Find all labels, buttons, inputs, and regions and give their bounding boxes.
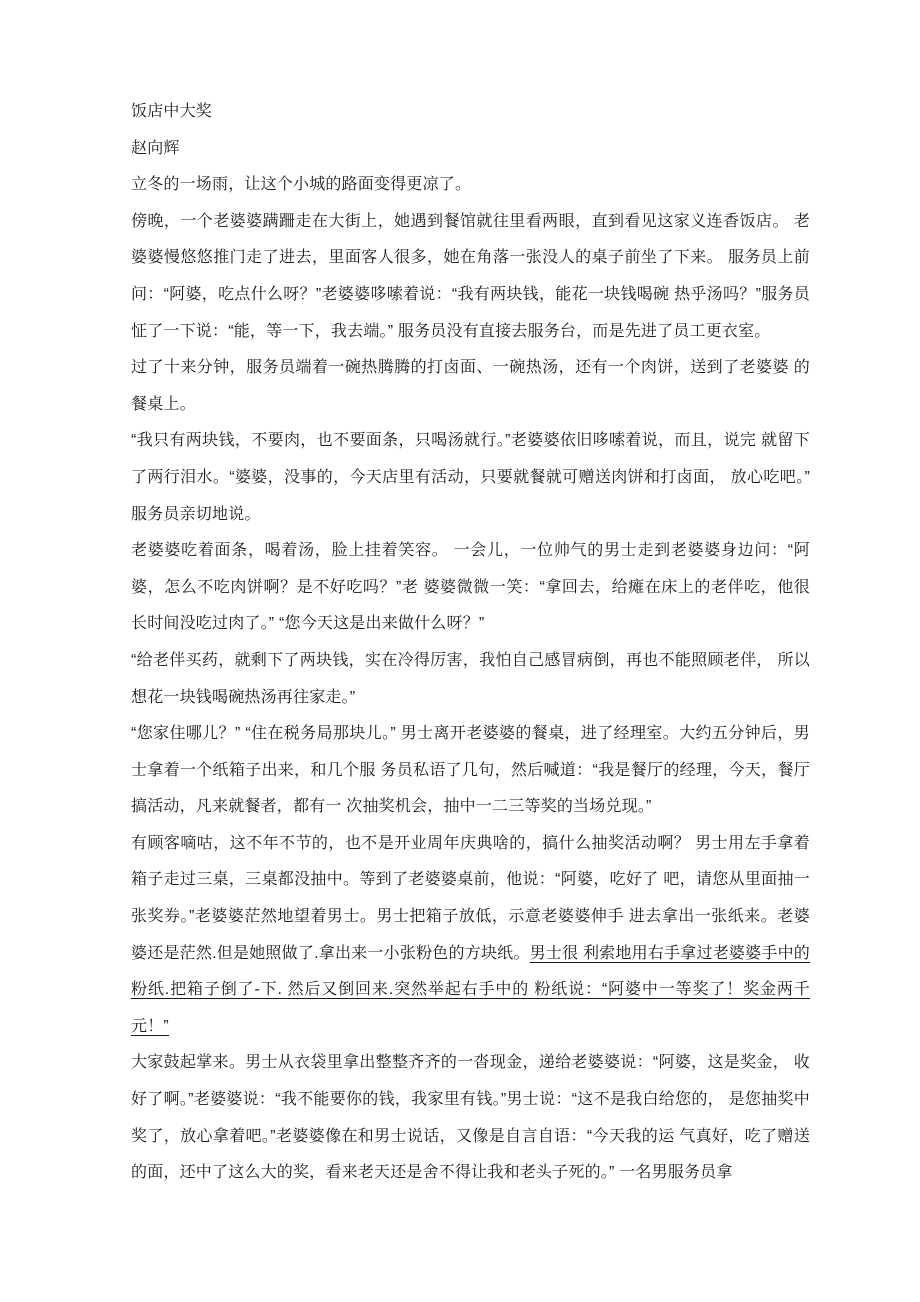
paragraph-text: 有顾客嘀咕，这不年不节的，也不是开业周年庆典啥的，搞什么抽奖活动啊？ 男士用左手拿着箱子走过三桌，三桌都没抽中。等到了老婆婆桌前，他说：“阿婆，吃好了 吧，请您从里面抽一张奖券。”老婆婆茫然地望着男士。男士把箱子放低，示意老婆婆伸手 进去拿出一张纸来。老婆婆还是茫然.但是她照做了.拿出来一小张粉色的方块纸。 [131, 834, 810, 962]
paragraph-text: “您家住哪儿？” “住在税务局那块儿。” 男士离开老婆婆的餐桌，进了经理室。大约五分钟后，男士拿着一个纸箱子出来，和几个服 务员私语了几句，然后喊道：“我是餐厅的经理，今天，餐厅搞活动，凡来就餐者，都有一 次抽奖机会，抽中一二三等奖的当场兑现。” [131, 725, 810, 816]
paragraph [131, 643, 810, 716]
paragraph [131, 167, 810, 204]
paragraph-text: 立冬的一场雨，让这个小城的路面变得更凉了。 [131, 176, 472, 194]
paragraph-text: 大家鼓起掌来。男士从衣袋里拿出整整齐齐的一沓现金，递给老婆婆说：“阿婆，这是奖金， 收好了啊。”老婆婆说：“我不能要你的钱，我家里有钱。”男士说：“这不是我白给您的， 是您抽奖中奖了，放心拿着吧。”老婆婆像在和男士说话，又像是自言自语：“今天我的运 气真好，吃了赠送的面，还中了这么大的奖，看来老天还是舍不得让我和老头子死的。” 一名男服务员拿 [131, 1054, 810, 1182]
story-author: 赵向辉 [131, 139, 180, 157]
story-title: 饭店中大奖 [131, 103, 213, 120]
paragraph-text: 傍晚，一个老婆婆蹒跚走在大街上，她遇到餐馆就往里看两眼，直到看见这家义连香饭店。 老婆婆慢悠悠推门走了进去，里面客人很多，她在角落一张没人的桌子前坐了下来。 服务员上前问：“阿婆，吃点什么呀？”老婆婆哆嗦着说：“我有两块钱，能花一块钱喝碗 热乎汤吗？”服务员怔了一下说：“能，等一下，我去端。” 服务员没有直接去服务台，而是先进了员工更衣室。 [131, 212, 810, 340]
paragraph-text: 老婆婆吃着面条，喝着汤，脸上挂着笑容。 一会儿，一位帅气的男士走到老婆婆身边问：“阿婆，怎么不吃肉饼啊？是不好吃吗？”老 婆婆微微一笑：“拿回去，给瘫在床上的老伴吃，他很长时间没吃过肉了。” “您今天这是出来做什么呀？” [131, 542, 810, 633]
underlined-passage: 男士很 利索地用右手拿过老婆婆手中的粉纸.把箱子倒了-下. 然后又倒回来.突然举起右手中的 粉纸说：“阿婆中一等奖了！奖金两千元！” [131, 944, 811, 1035]
paragraph [131, 1045, 810, 1191]
paragraph-text: “我只有两块钱，不要肉，也不要面条，只喝汤就行。”老婆婆依旧哆嗦着说，而且，说完 就留下了两行泪水。“婆婆，没事的，今天店里有活动，只要就餐就可赠送肉饼和打卤面， 放心吃吧。”服务员亲切地说。 [131, 432, 810, 523]
paragraph-text: “给老伴买药，就剩下了两块钱，实在冷得厉害，我怕自己感冒病倒，再也不能照顾老伴， 所以想花一块钱喝碗热汤再往家走。” [131, 651, 810, 706]
paragraph-text: 过了十来分钟，服务员端着一碗热腾腾的打卤面、一碗热汤，还有一个肉饼，送到了老婆婆 的餐桌上。 [131, 359, 810, 413]
paragraph [131, 204, 810, 350]
paragraph [131, 826, 810, 1046]
paragraph [131, 350, 810, 423]
paragraph [131, 716, 810, 826]
paragraph [131, 423, 810, 533]
paragraph [131, 533, 810, 643]
